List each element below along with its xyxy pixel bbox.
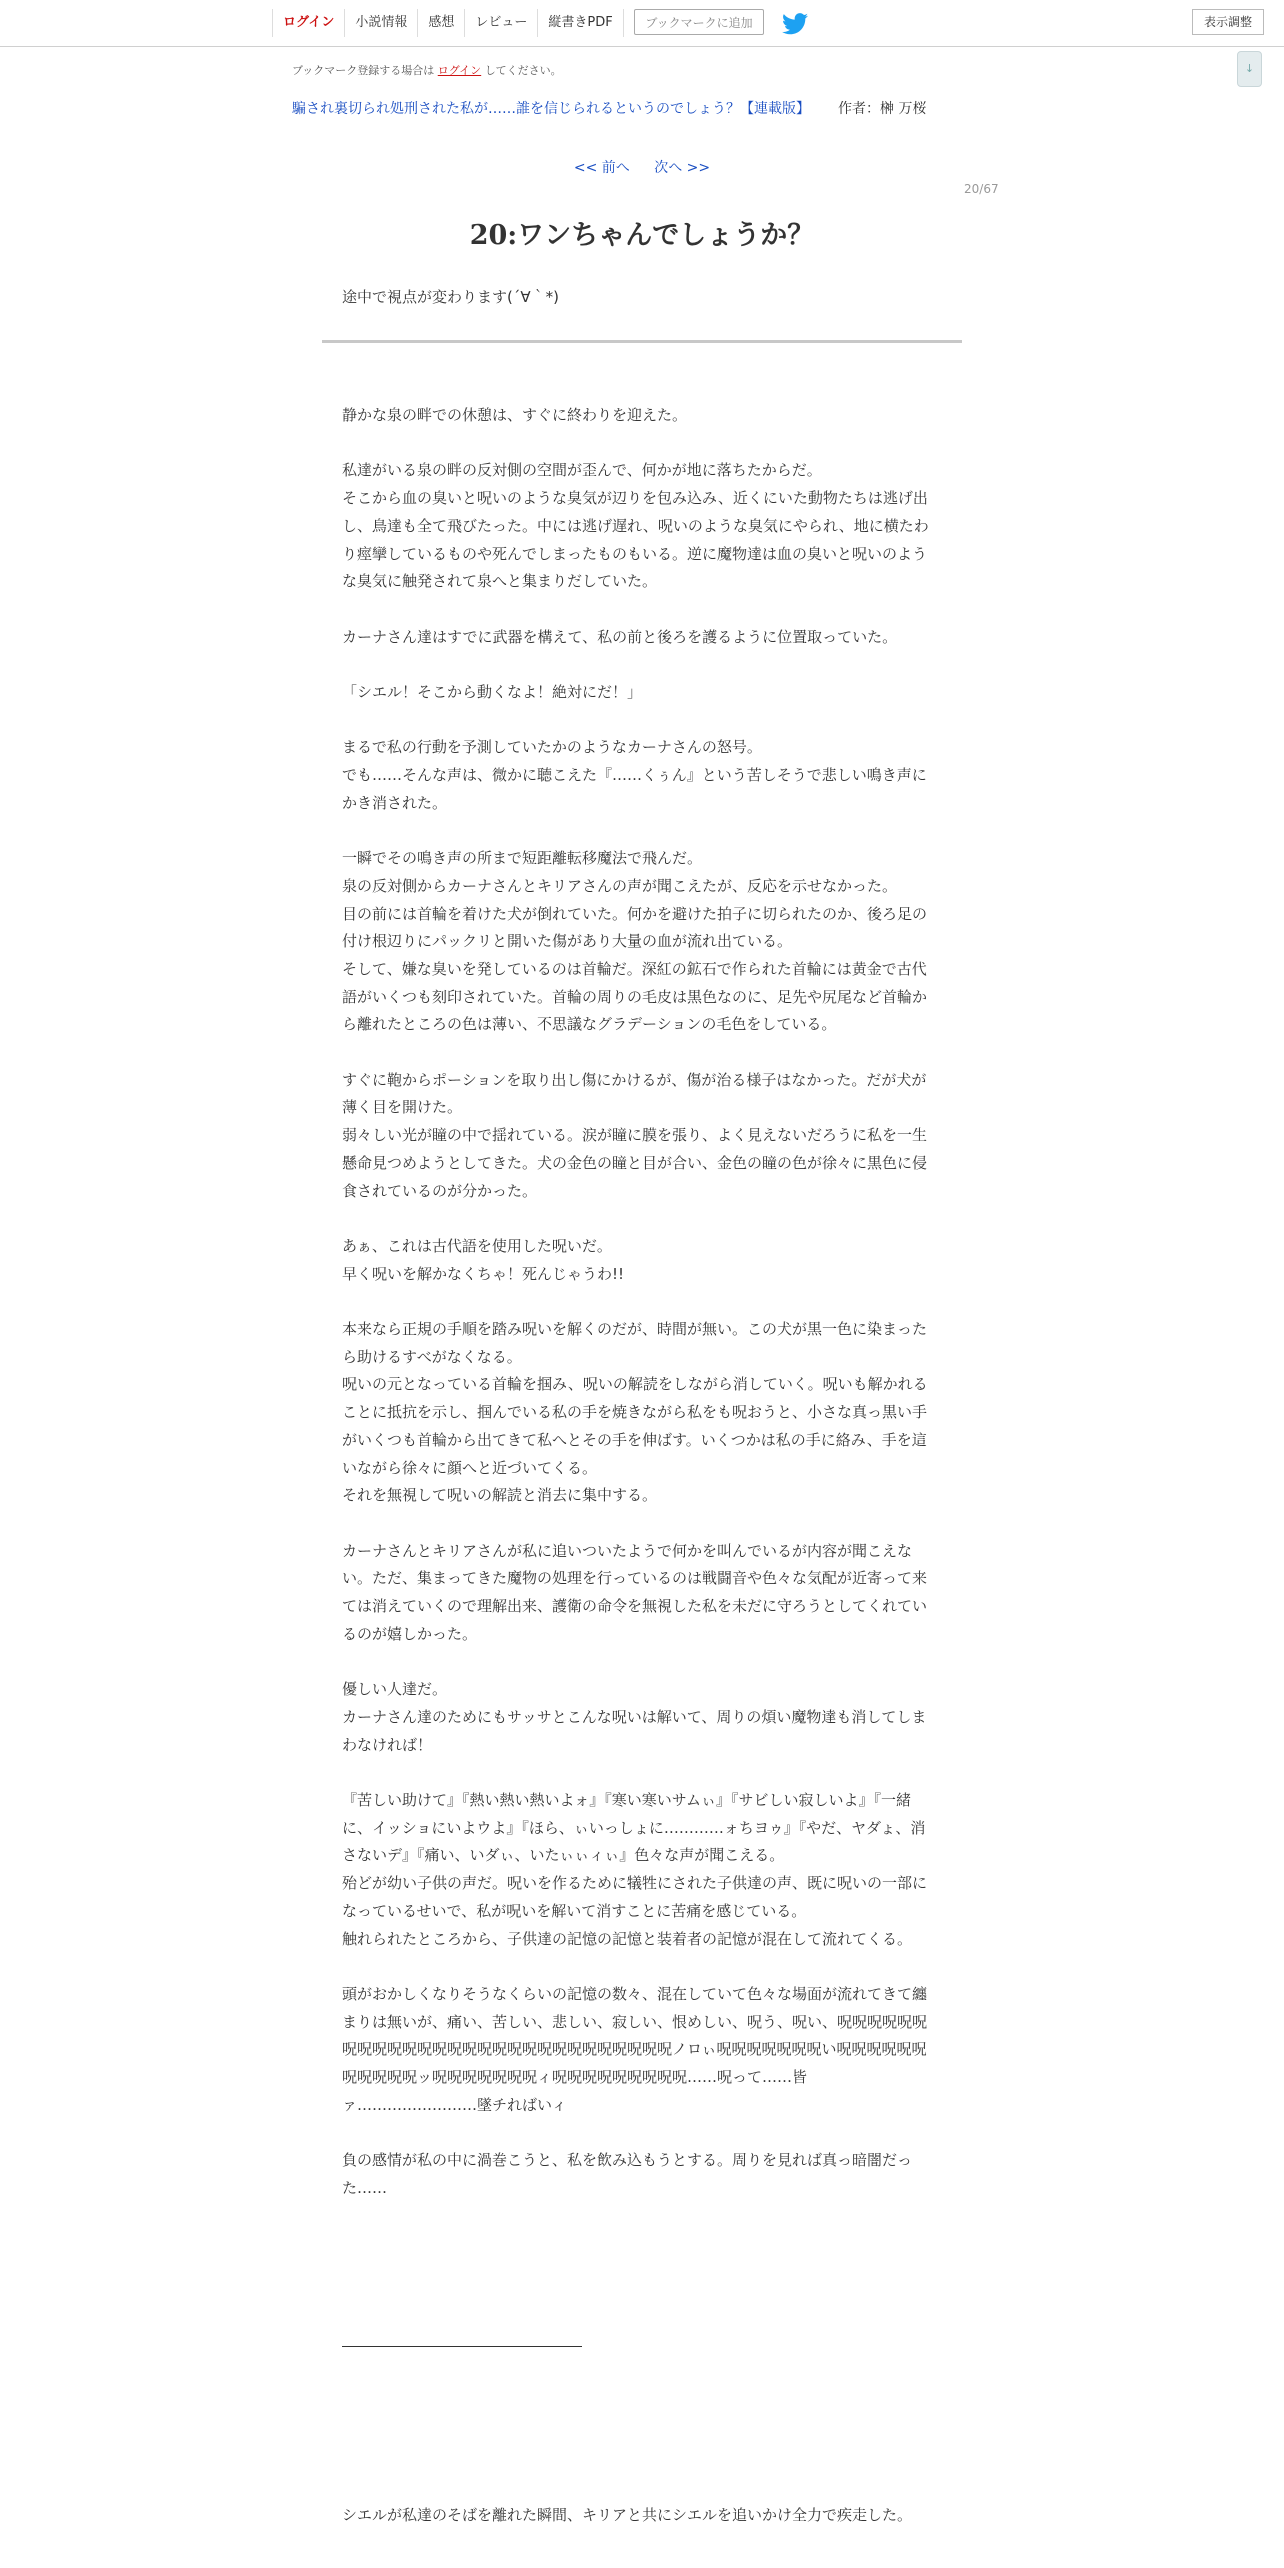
chapter-afterword: シエルが私達のそばを離れた瞬間、キリアと共にシエルを追いかけ全力で疾走した。 — [342, 2506, 913, 2524]
body-paragraph: 弱々しい光が瞳の中で揺れている。涙が瞳に膜を張り、よく見えないだろうに私を一生懸命見つめようとしてきた。犬の金色の瞳と目が合い、金色の瞳の色が徐々に黒色に侵食されているのが分かった。 — [342, 1126, 928, 1200]
body-paragraph: カーナさんとキリアさんが私に追いついたようで何かを叫んでいるが内容が聞こえない。ただ、集まってきた魔物の処理を行っているのは戦闘音や色々な気配が近寄って来ては消えていくので理解出来、護衛の命令を無視した私を未だに守ろうとしてくれているのが嬉しかった。 — [342, 1541, 928, 1643]
body-paragraph: 目の前には首輪を着けた犬が倒れていた。何かを避けた拍子に切られたのか、後ろ足の付け根辺りにパックリと開いた傷があり大量の血が流れ出ている。 — [342, 904, 928, 951]
body-paragraph: 泉の反対側からカーナさんとキリアさんの声が聞こえたが、反応を示せなかった。 — [342, 876, 898, 895]
blank-line — [342, 1953, 940, 1981]
blank-line — [342, 1288, 940, 1316]
chapter-title: 20:ワンちゃんでしょうか？ — [469, 220, 815, 251]
twitter-icon[interactable] — [782, 13, 808, 35]
nav-novel-info-link[interactable]: 小説情報 — [344, 9, 417, 37]
body-paragraph: 触れられたところから、子供達の記憶の記憶と装着者の記憶が混在して流れてくる。 — [342, 1929, 913, 1948]
nav-links — [272, 0, 624, 46]
nav-impressions-link[interactable]: 感想 — [417, 9, 464, 37]
nav-vertical-pdf-link[interactable]: 縦書きPDF — [537, 9, 623, 37]
body-paragraph: そこから血の臭いと呪いのような臭気が辺りを包み込み、近くにいた動物たちは逃げ出し、鳥達も全て飛びたった。中には逃げ遅れ、呪いのような臭気にやられ、地に横たわり痙攣しているものや死んでしまったものもいる。逆に魔物達は血の臭いと呪いのような臭気に触発されて泉へと集まりだしていた。 — [342, 489, 929, 591]
chapter-body — [342, 402, 940, 2203]
body-paragraph: でも……そんな声は、微かに聴こえた『……くぅん』という苦しそうで悲しい鳴き声にかき消された。 — [342, 766, 927, 812]
bookmark-login-link[interactable]: ログイン — [437, 64, 482, 77]
author-name: 作者：榊 万桜 — [838, 101, 927, 117]
blank-line — [342, 2119, 940, 2147]
nav-login-link[interactable]: ログイン — [272, 9, 344, 37]
top-nav-bar — [0, 0, 1284, 47]
body-paragraph: 私達がいる泉の畔の反対側の空間が歪んで、何かが地に落ちたからだ。 — [342, 461, 822, 480]
body-paragraph: すぐに鞄からポーションを取り出し傷にかけるが、傷が治る様子はなかった。だが犬が薄く目を開けた。 — [342, 1070, 927, 1117]
afterword-divider — [342, 2346, 582, 2347]
blank-line — [342, 1759, 940, 1787]
add-bookmark-button[interactable]: ブックマークに追加 — [634, 9, 764, 35]
chapter-pager — [0, 157, 1284, 177]
blank-line — [342, 1205, 940, 1233]
novel-title-link[interactable]: 騙され裏切られ処刑された私が……誰を信じられるというのでしょう？【連載版】 — [292, 101, 810, 117]
display-settings-button[interactable]: 表示調整 — [1192, 9, 1264, 35]
body-paragraph: 優しい人達だ。 — [342, 1680, 448, 1699]
nav-review-link[interactable]: レビュー — [464, 9, 537, 37]
preface-divider — [322, 340, 962, 343]
body-paragraph: それを無視して呪いの解読と消去に集中する。 — [342, 1486, 658, 1505]
blank-line — [342, 430, 940, 458]
body-paragraph: 殆どが幼い子供の声だ。呪いを作るために犠牲にされた子供達の声、既に呪いの一部になっているせいで、私が呪いを解いて消すことに苦痛を感じている。 — [342, 1874, 928, 1920]
bookmark-note-text-end: してください。 — [484, 64, 562, 77]
chapter-preface: 途中で視点が変わります(´∀｀*) — [342, 288, 559, 306]
prev-chapter-link[interactable]: << 前へ — [573, 160, 630, 176]
body-paragraph: カーナさん達のためにもサッサとこんな呪いは解いて、周りの煩い魔物達も消してしまわなければ！ — [342, 1707, 927, 1754]
blank-line — [342, 596, 940, 624]
body-paragraph: 静かな泉の畔での休憩は、すぐに終わりを迎えた。 — [342, 406, 688, 424]
body-paragraph: 負の感情が私の中に渦巻こうと、私を飲み込もうとする。周りを見れば真っ暗闇だった…… — [342, 2151, 913, 2197]
body-paragraph: カーナさん達はすでに武器を構えて、私の前と後ろを護るように位置取っていた。 — [342, 627, 898, 646]
next-chapter-link[interactable]: 次へ >> — [654, 160, 711, 176]
blank-line — [342, 1510, 940, 1538]
body-paragraph: 「シエル！そこから動くなよ！絶対にだ！」 — [342, 682, 643, 701]
body-paragraph: まるで私の行動を予測していたかのようなカーナさんの怒号。 — [342, 738, 762, 757]
bookmark-login-note — [292, 62, 562, 78]
blank-line — [342, 651, 940, 679]
page-count: 20/67 — [964, 182, 999, 196]
body-paragraph: 『苦しい助けて』『熱い熱い熱いよォ』『寒い寒いサムぃ』『サビしい寂しいよ』『一緒に、イッショにいよウよ』『ほら、ぃいっしょに…………ォちヨゥ』『やだ、ヤダょ、消さないデ』『痛い、いダぃ、いたぃぃィぃ』色々な声が聞こえる。 — [342, 1790, 926, 1865]
body-paragraph: 一瞬でその鳴き声の所まで短距離転移魔法で飛んだ。 — [342, 849, 703, 868]
scroll-down-button[interactable]: ↓ — [1237, 51, 1262, 87]
blank-line — [342, 707, 940, 735]
blank-line — [342, 1649, 940, 1677]
body-paragraph: 早く呪いを解かなくちゃ！死んじゃうわ!! — [342, 1264, 625, 1283]
blank-line — [342, 1039, 940, 1067]
bookmark-note-text: ブックマーク登録する場合は — [292, 64, 435, 77]
body-paragraph: 呪いの元となっている首輪を掴み、呪いの解読をしながら消していく。呪いも解かれることに抵抗を示し、掴んでいる私の手を焼きながら私をも呪おうと、小さな真っ黒い手がいくつも首輪から出てきて私へとその手を伸ばす。いくつかは私の手に絡み、手を這いながら徐々に顔へと近づいてくる。 — [342, 1375, 928, 1477]
body-paragraph: 本来なら正規の手順を踏み呪いを解くのだが、時間が無い。この犬が黒一色に染まったら助けるすべがなくなる。 — [342, 1320, 928, 1366]
body-paragraph: 頭がおかしくなりそうなくらいの記憶の数々、混在していて色々な場面が流れてきて纏まりは無いが、痛い、苦しい、悲しい、寂しい、恨めしい、呪う、呪い、呪呪呪呪呪呪呪呪呪呪呪呪呪呪呪呪呪呪呪呪呪呪呪呪呪呪呪呪ノロぃ呪呪呪呪呪呪呪い呪呪呪呪呪呪呪呪呪呪呪ッ呪呪呪呪呪呪呪ィ呪呪呪呪呪呪呪呪呪……呪って……皆ァ……………………墜チればいィ — [342, 1984, 928, 2114]
body-paragraph: あぁ、これは古代語を使用した呪いだ。 — [342, 1236, 612, 1255]
blank-line — [342, 817, 940, 845]
body-paragraph: そして、嫌な臭いを発しているのは首輪だ。深紅の鉱石で作られた首輪には黄金で古代語がいくつも刻印されていた。首輪の周りの毛皮は黒色なのに、足先や尻尾など首輪から離れたところの色は薄い、不思議なグラデーションの毛色をしている。 — [342, 959, 928, 1034]
